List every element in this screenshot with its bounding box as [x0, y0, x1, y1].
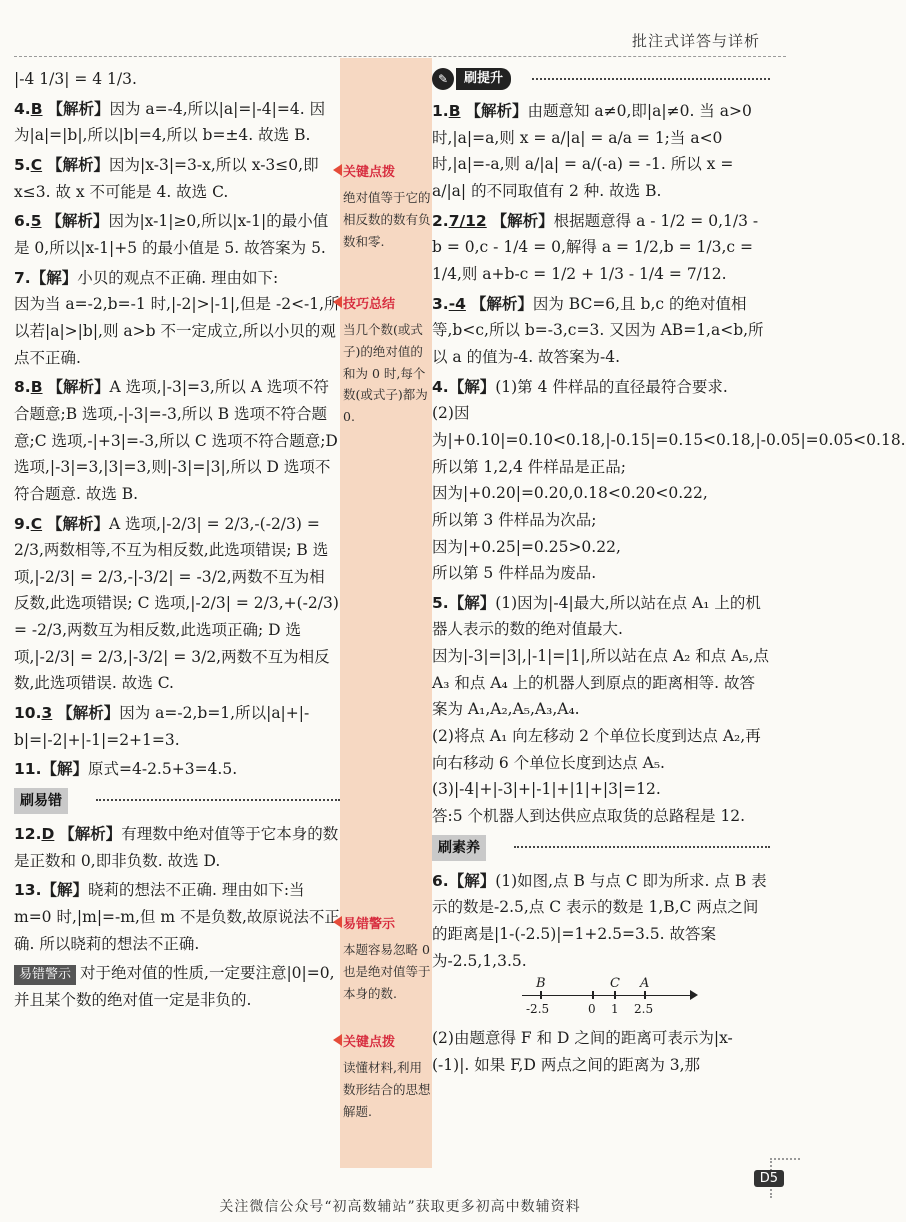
- page-footer: 关注微信公众号“初高数辅站”获取更多初高中数辅资料: [219, 1199, 581, 1215]
- answer-item-12: 12.D 【解析】有理数中绝对值等于它本身的数是正数和 0,即非负数. 故选 D.: [14, 825, 339, 870]
- point-label-c: C: [610, 976, 620, 992]
- answer-item-7: 7.【解】小贝的观点不正确. 理由如下: 因为当 a=-2,b=-1 时,|-2|>|-1|,但是 -2<-1,所以若|a|>|b|,则 a>b 不一定成立,所以小贝的观点不正确.: [14, 268, 340, 367]
- right-column: [432, 66, 906, 1082]
- answer-item-r4: 4.【解】(1)第 4 件样品的直径最符合要求. (2)因为|+0.10|=0.10<0.18,|-0.15|=0.15<0.18,|-0.05|=0.05<0.18. 所以第 1,2,4 件样品是正品; 因为|+0.20|=0.20,0.18<0.20<0.22, 所以第 3 件样品为次品; 因为|+0.25|=0.25>0.22, 所以第 5 件样品为废品.: [432, 377, 906, 583]
- section-label: 刷易错: [14, 788, 68, 814]
- left-column: [14, 66, 340, 1017]
- answer-line-0: |-4 1/3| = 4 1/3.: [14, 70, 137, 88]
- section-label: 刷素养: [432, 835, 486, 861]
- header-title: 批注式详答与详析: [631, 32, 760, 50]
- answer-item-6: 6.5 【解析】因为|x-1|≥0,所以|x-1|的最小值是 0,所以|x-1|+5 的最小值是 5. 故答案为 5.: [14, 212, 329, 257]
- answer-item-r5: 5.【解】(1)因为|-4|最大,所以站在点 A₁ 上的机器人表示的数的绝对值最大. 因为|-3|=|3|,|-1|=|1|,所以站在点 A₂ 和点 A₅,点 A₃ 和点 A₄ 上的机器人到原点的距离相等. 故答案为 A₁,A₂,A₅,A₃,A₄. (2)将点 A₁ 向左移动 2 个单位长度到达点 A₂,再向右移动 6 个单位长度到达点 A₅. (3)|-4|+|-3|+|-1|+|1|+|3|=12. 答:5 个机器人到达供应点取货的总路程是 12.: [432, 593, 770, 826]
- answer-item-r3: 3.-4 【解析】因为 BC=6,且 b,c 的绝对值相等,b<c,所以 b=-3,c=3. 又因为 AB=1,a<b,所以 a 的值为-4. 故答案为-4.: [432, 294, 764, 366]
- section-divider: [514, 846, 770, 848]
- answer-item-9: 9.C 【解析】A 选项,|-2/3| = 2/3,-(-2/3) = 2/3,两数相等,不互为相反数,此选项错误; B 选项,|-2/3| = 2/3,-|-3/2| = -3/2,两数不互为相反数,此选项错误; C 选项,|-2/3| = 2/3,+(-2/3) = -2/3,两数互为相反数,此选项正确; D 选项,|-2/3| = 2/3,|-3/2| = 3/2,两数不互为相反数,此选项错误. 故选 C.: [14, 514, 339, 693]
- header-divider: [14, 56, 786, 57]
- tick-mark: [592, 991, 594, 999]
- brush-icon: ✎: [432, 68, 454, 90]
- arrow-right-icon: [690, 990, 698, 1000]
- number-line-diagram: [522, 977, 692, 1021]
- point-label-a: A: [640, 976, 650, 992]
- page-header: [0, 0, 800, 58]
- answer-item-r6: 6.【解】(1)如图,点 B 与点 C 即为所求. 点 B 表示的数是-2.5,点 C 表示的数是 1,B,C 两点之间的距离是|1-(-2.5)|=1+2.5=3.5. 故答案为-2.5,1,3.5.: [432, 871, 767, 970]
- answer-item-8: 8.B 【解析】A 选项,|-3|=3,所以 A 选项不符合题意;B 选项,-|-3|=-3,所以 B 选项不符合题意;C 选项,-|+3|=-3,所以 C 选项不符合题意;D 选项,|-3|=3,|3|=3,则|-3|=|3|,所以 D 选项不符合题意. 故选 B.: [14, 378, 338, 503]
- pointer-arrow-icon: [333, 164, 342, 176]
- section-improve: [432, 66, 770, 96]
- margin-note-4: 关键点拨 读懂材料,利用数形结合的思想解题.: [343, 1032, 433, 1122]
- pointer-arrow-icon: [333, 916, 342, 928]
- answer-item-r2: 2.7/12 【解析】根据题意得 a - 1/2 = 0,1/3 - b = 0,c - 1/4 = 0,解得 a = 1/2,b = 1/3,c = 1/4,则 a+b-c = 1/2 + 1/3 - 1/4 = 7/12.: [432, 211, 759, 283]
- answer-item-11: 11.【解】原式=4-2.5+3=4.5.: [14, 760, 238, 779]
- section-literacy: [432, 834, 770, 862]
- answer-item-r1: 1.B 【解析】由题意知 a≠0,即|a|≠0. 当 a>0 时,|a|=a,则 x = a/|a| = a/a = 1;当 a<0 时,|a|=-a,则 a/|a| = a/(-a) = -1. 所以 x = a/|a| 的不同取值有 2 种. 故选 B.: [432, 102, 752, 200]
- point-label-b: B: [536, 976, 546, 992]
- section-mistakes: [14, 787, 340, 815]
- section-divider: [532, 78, 770, 80]
- answer-item-r6-part2: (2)由题意得 F 和 D 之间的距离可表示为|x-(-1)|. 如果 F,D 两点之间的距离为 3,那: [432, 1029, 733, 1074]
- warning-badge: 易错警示: [14, 965, 76, 985]
- answer-item-13: 13.【解】晓莉的想法不正确. 理由如下:当 m=0 时,|m|=-m,但 m 不是负数,故原说法不正确. 所以晓莉的想法不正确.: [14, 881, 340, 953]
- margin-note-1: 关键点拨 绝对值等于它的相反数的数有负数和零.: [343, 162, 433, 252]
- number-line-axis: [522, 995, 692, 996]
- section-divider: [96, 799, 340, 801]
- margin-note-3: 易错警示 本题容易忽略 0 也是绝对值等于本身的数.: [343, 914, 433, 1004]
- answer-item-4: 4.B 【解析】因为 a=-4,所以|a|=|-4|=4. 因为|a|=|b|,所以|b|=4,所以 b=±4. 故选 B.: [14, 99, 326, 145]
- margin-note-2: 技巧总结 当几个数(或式子)的绝对值的和为 0 时,每个数(或式子)都为 0.: [343, 294, 433, 428]
- pointer-arrow-icon: [333, 296, 342, 308]
- page-number: D5: [754, 1170, 784, 1187]
- mistake-warning: 易错警示 对于绝对值的性质,一定要注意|0|=0,并且某个数的绝对值一定是非负的.: [14, 964, 335, 1009]
- tick-label: -2.5: [526, 1002, 550, 1017]
- tick-label: 2.5: [634, 1002, 654, 1017]
- tick-label: 1: [611, 1002, 619, 1017]
- answer-item-5: 5.C 【解析】因为|x-3|=3-x,所以 x-3≤0,即 x≤3. 故 x 不可能是 4. 故选 C.: [14, 155, 319, 201]
- section-label: 刷提升: [456, 68, 511, 90]
- answer-item-10: 10.3 【解析】因为 a=-2,b=1,所以|a|+|-b|=|-2|+|-1|=2+1=3.: [14, 704, 310, 749]
- pointer-arrow-icon: [333, 1034, 342, 1046]
- tick-label: 0: [588, 1002, 596, 1017]
